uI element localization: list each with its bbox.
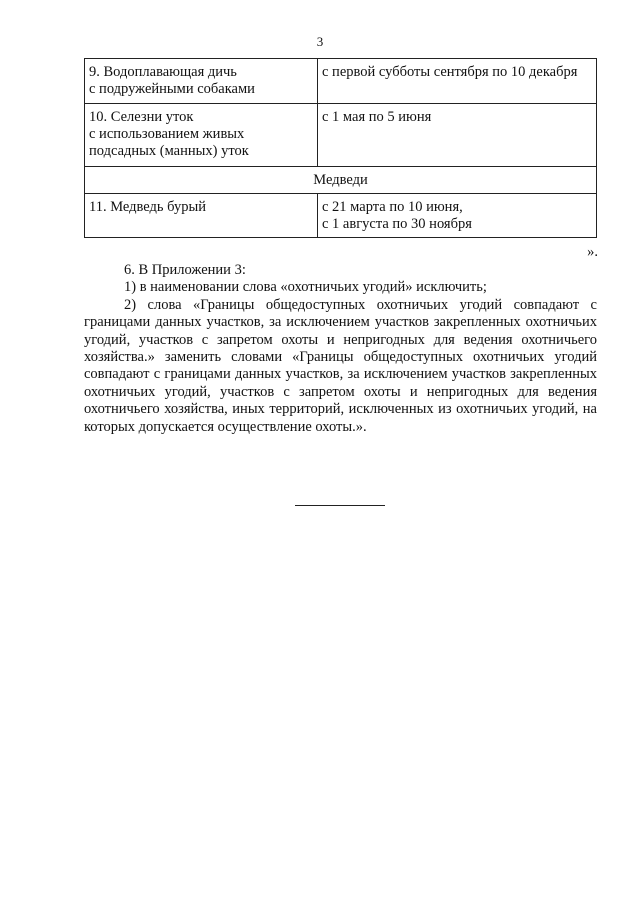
closing-quote: ». (587, 244, 598, 260)
period-cell: с 1 мая по 5 июня (318, 104, 597, 167)
species-cell: 11. Медведь бурый (85, 194, 318, 238)
group-header-bears: Медведи (85, 167, 597, 194)
amendment-subitem-2: 2) слова «Границы общедоступных охотничьих угодий совпадают с границами данных участков, за исключением участков закрепленных охотничьих угодий, участков с запретом охоты и непригодных для ведения охотничьего хозяйства.» заменить словами «Границы общедоступных охотничьих угодий совпадают с границами данных участков, за исключением участков закрепленных охотничьих угодий, участков с запретом охоты и непригодных для ведения охотничьего хозяйства, иных территорий, исключенных из охотничьих угодий, на которых допускается осуществление охоты.». (84, 296, 597, 435)
period-cell: с 21 марта по 10 июня, с 1 августа по 30 ноября (318, 194, 597, 238)
end-divider (295, 505, 385, 506)
hunting-periods-table (84, 58, 597, 238)
table-row (85, 104, 597, 167)
table-row (85, 59, 597, 104)
species-cell: 10. Селезни уток с использованием живых подсадных (манных) уток (85, 104, 318, 167)
page-number: 3 (316, 34, 324, 49)
amendment-subitem-1: 1) в наименовании слова «охотничьих угодий» исключить; (124, 279, 487, 296)
amendments-text (84, 262, 597, 436)
period-cell: с первой субботы сентября по 10 декабря (318, 59, 597, 104)
amendment-item-6: 6. В Приложении 3: (124, 262, 246, 278)
group-header-row (85, 167, 597, 194)
table-row (85, 194, 597, 238)
species-cell: 9. Водоплавающая дичь с подружейными собаками (85, 59, 318, 104)
